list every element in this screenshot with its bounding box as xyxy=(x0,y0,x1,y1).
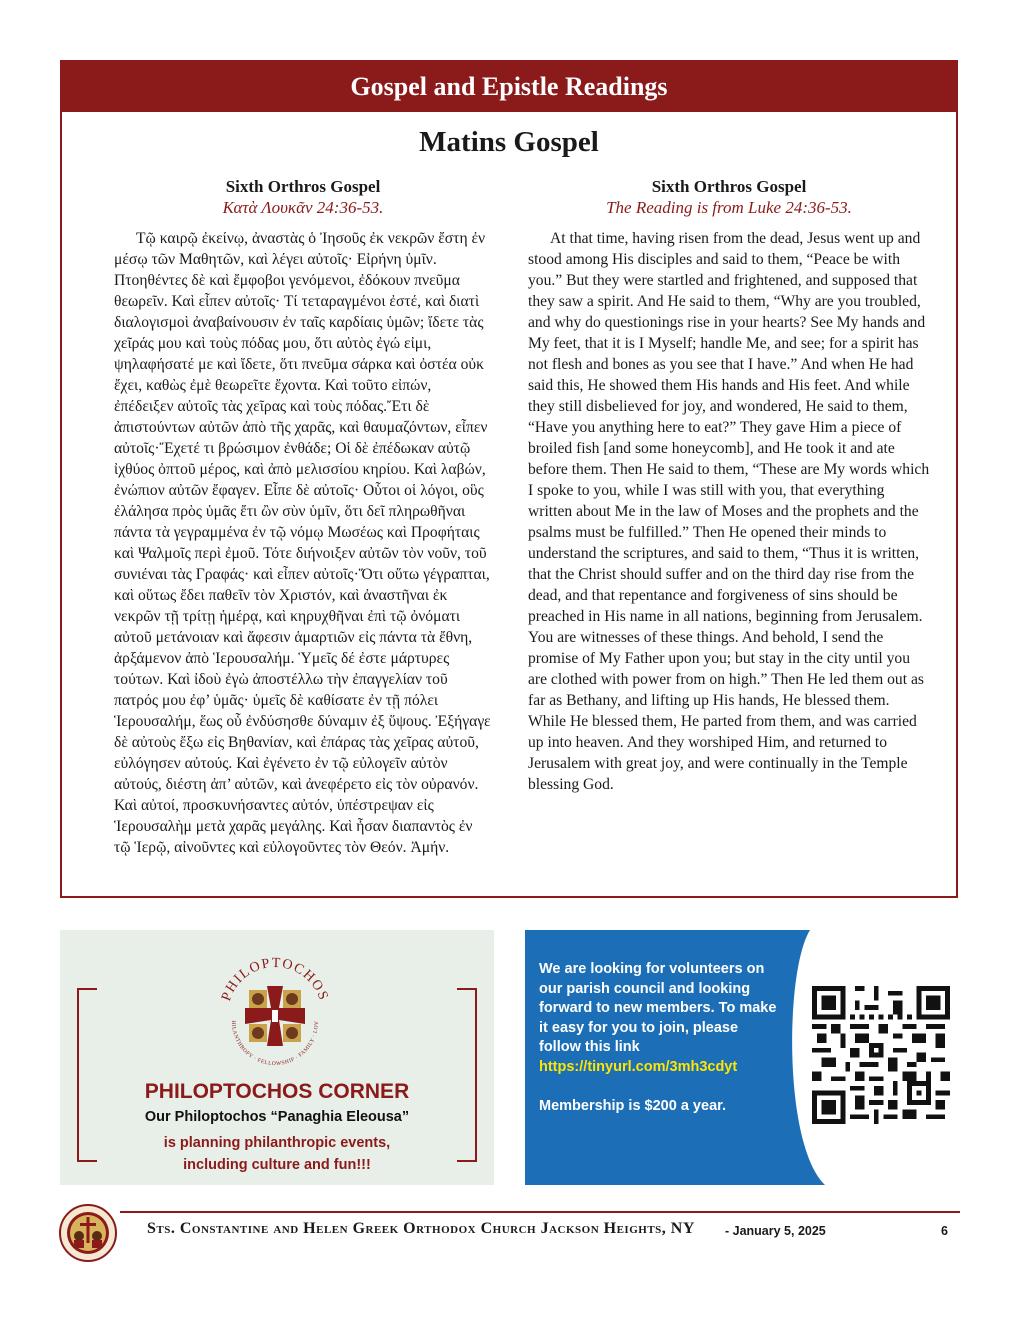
footer-date: - January 5, 2025 xyxy=(725,1224,826,1238)
logo-arc-text: PHILOPTOCHOS xyxy=(219,955,331,1004)
greek-text: Τῷ καιρῷ ἐκείνῳ, ἀναστὰς ὁ Ἰησοῦς ἐκ νεκρῶν ἔστη ἐν μέσῳ τῶν Μαθητῶν, καὶ λέγει αὐτοῖς· Εἰρήνη ὑμῖν. Πτοηθέντες δὲ καὶ ἔμφοβοι γενόμενοι, ἐδόκουν πνεῦμα θεωρεῖν. Καὶ εἶπεν αὐτοῖς· Τί τεταραγμένοι ἐστέ, καὶ διατὶ διαλογισμοὶ ἀναβαίνουσιν ἐν ταῖς καρδίαις ὑμῶν; ἴδετε τὰς χεῖράς μου καὶ τοὺς πόδας μου, ὅτι αὐτὸς ἐγώ εἰμι, ψηλαφήσατέ με καὶ ἴδετε, ὅτι πνεῦμα σάρκα καὶ ὀστέα οὐκ ἔχει, καθὼς ἐμὲ θεωρεῖτε ἔχοντα. Καὶ τοῦτο εἰπών, ἐπέδειξεν αὐτοῖς τὰς χεῖρας καὶ τοὺς πόδας.Ἔτι δὲ ἀπιστούντων αὐτῶν ἀπὸ τῆς χαρᾶς, καὶ θαυμαζόντων, εἶπεν αὐτοῖς·Ἔχετέ τι βρώσιμον ἐνθάδε; Οἱ δὲ ἐπέδωκαν αὐτῷ ἰχθύος ὀπτοῦ μέρος, καὶ ἀπὸ μελισσίου κηρίου. Καὶ λαβών, ἐνώπιον αὐτῶν ἔφαγεν. Εἶπε δὲ αὐτοῖς· Οὗτοι οἱ λόγοι, οὓς ἐλάλησα πρὸς ὑμᾶς ἔτι ὢν σὺν ὑμῖν, ὅτι δεῖ πληρωθῆναι πάντα τὰ γεγραμμένα ἐν τῷ νόμῳ Μωσέως καὶ Προφήταις καὶ Ψαλμοῖς περὶ ἐμοῦ. Τότε διήνοιξεν αὐτῶν τὸν νοῦν, τοῦ συνιέναι τὰς Γραφάς· καὶ εἶπεν αὐτοῖς·Ὅτι οὕτω γέγραπται, καὶ οὕτως ἔδει παθεῖν τὸν Χριστόν, καὶ ἀναστῆναι ἐκ νεκρῶν τῇ τρίτῃ ἡμέρᾳ, καὶ κηρυχθῆναι ἐπὶ τῷ ὀνόματι αὐτοῦ μετάνοιαν καὶ ἄφεσιν ἁμαρτιῶν εἰς πάντα τὰ ἔθνη, ἀρξάμενον ἀπὸ Ἱερουσαλήμ. Ὑμεῖς δέ ἐστε μάρτυρες τούτων. Καὶ ἰδοὺ ἐγὼ ἀποστέλλω τὴν ἐπαγγελίαν τοῦ πατρός μου ἐφ’ ὑμᾶς· ὑμεῖς δὲ καθίσατε ἐν τῇ πόλει Ἱερουσαλήμ, ἕως οὗ ἐνδύσησθε δύναμιν ἐξ ὕψους. Ἐξήγαγε δὲ αὐτοὺς ἔξω εἰς Βηθανίαν, καὶ ἐπάρας τὰς χεῖρας αὐτοῦ, εὐλόγησεν αὐτούς. Καὶ ἐγένετο ἐν τῷ εὐλογεῖν αὐτὸν αὐτούς, διέστη ἀπ’ αὐτῶν, καὶ ἀνεφέρετο εἰς τὸν οὐρανόν. Καὶ αὐτοί, προσκυνήσαντες αὐτόν, ὑπέστρεψαν εἰς Ἱερουσαλὴμ μετὰ χαρᾶς μεγάλης. Καὶ ἦσαν διαπαντὸς ἐν τῷ Ἱερῷ, αἰνοῦντες καὶ εὐλογοῦντες τὸν Θεόν. Ἀμήν. xyxy=(114,230,491,856)
matins-title: Matins Gospel xyxy=(419,126,599,158)
section-header: Gospel and Epistle Readings xyxy=(62,62,956,112)
readings-box xyxy=(60,60,958,898)
philoptochos-box xyxy=(60,930,494,1185)
english-text: At that time, having risen from the dead, Jesus went up and stood among His disciples and said to them, “Peace be with you.” But they were startled and frightened, and supposed that they saw a spirit. And He said to them, “Why are you troubled, and why do questionings rise in your hearts? See My hands and My feet, that it is I Myself; handle Me, and see; for a spirit has not flesh and bones as you see that I have.” And when He had said this, He showed them His hands and His feet. And while they still disbelieved for joy, and wondered, He said to them, “Have you anything here to eat?” They gave Him a piece of broiled fish [and some honeycomb], and He took it and ate before them. Then He said to them, “These are My words which I spoke to you, while I was still with you, that everything written about Me in the law of Moses and the prophets and the psalms must be fulfilled.” Then He opened their minds to understand the scriptures, and said to them, “Thus it is written, that the Christ should suffer and on the third day rise from the dead, and that repentance and forgiveness of sins should be preached in His name in all nations, beginning from Jerusalem. You are witnesses of these things. And behold, I send the promise of My Father upon you; but stay in the city until you are clothed with power from on high.” Then He led them out as far as Bethany, and lifting up His hands, He blessed them. While He blessed them, He parted from them, and was carried up into heaven. And they worshiped Him, and returned to Jerusalem with great joy, and were continually in the Temple blessing God. xyxy=(528,230,930,793)
philoptochos-logo-icon xyxy=(210,944,340,1074)
philoptochos-line-1: Our Philoptochos “Panaghia Eleousa” xyxy=(144,1109,410,1125)
volunteer-box xyxy=(525,930,948,1185)
volunteer-text: We are looking for volunteers on our parish council and looking forward to new members. To make it easy for you to join, please follow this link xyxy=(539,961,777,1056)
philoptochos-line-2a: is planning philanthropic events, xyxy=(163,1135,391,1151)
footer-rule xyxy=(120,1211,960,1213)
logo-subtext: HILANTHROPY · FELLOWSHIP · FAMILY · LOV xyxy=(229,1020,321,1068)
english-title: Sixth Orthros Gospel xyxy=(651,177,807,196)
philoptochos-title: PHILOPTOCHOS CORNER xyxy=(144,1080,410,1103)
volunteer-message xyxy=(539,960,779,1116)
philoptochos-line-2 xyxy=(60,1132,494,1176)
greek-reference: Κατὰ Λουκᾶν 24:36-53. xyxy=(222,198,384,217)
greek-title: Sixth Orthros Gospel xyxy=(225,177,381,196)
english-column xyxy=(528,176,930,795)
greek-column xyxy=(114,176,492,858)
membership-fee: Membership is $200 a year. xyxy=(539,1097,726,1114)
philoptochos-line-2b: including culture and fun!!! xyxy=(183,1157,371,1173)
english-reference: The Reading is from Luke 24:36-53. xyxy=(606,198,852,217)
footer-church-name: Sts. Constantine and Helen Greek Orthodox Church Jackson Heights, NY xyxy=(147,1220,695,1237)
volunteer-link[interactable]: https://tinyurl.com/3mh3cdyt xyxy=(539,1058,738,1075)
church-seal-icon xyxy=(58,1203,118,1263)
page-number: 6 xyxy=(941,1224,948,1238)
qr-code-icon[interactable] xyxy=(812,986,950,1124)
